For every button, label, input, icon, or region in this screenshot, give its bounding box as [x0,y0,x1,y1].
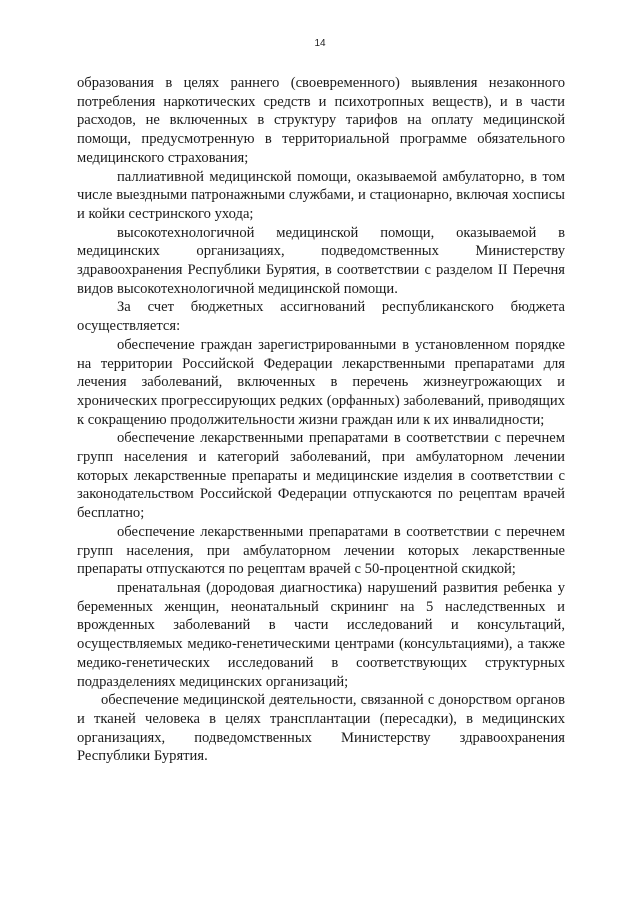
paragraph: обеспечение граждан зарегистрированными в установленном порядке на территории Российской Федерации лекарственными препаратами для лечения заболеваний, включенных в перечень жизнеугрожающих и хронических прогрессирующих редких (орфанных) заболеваний, приводящих к сокращению продолжительности жизни граждан или к их инвалидности; [77,336,565,428]
paragraph: пренатальная (дородовая диагностика) нарушений развития ребенка у беременных женщин, неонатальный скрининг на 5 наследственных и врожденных заболеваний в части исследований и консультаций, осуществляемых медико-генетическими центрами (консультациями), а также медико-генетических исследований в соответствующих структурных подразделениях медицинских организаций; [77,579,565,690]
page-number: 14 [314,38,326,49]
document-body [77,74,565,766]
paragraph: образования в целях раннего (своевременного) выявления незаконного потребления наркотических средств и психотропных веществ), и в части расходов, не включенных в структуру тарифов на оплату медицинской помощи, предусмотренную в территориальной программе обязательного медицинского страхования; [77,75,565,166]
paragraph: обеспечение медицинской деятельности, связанной с донорством органов и тканей человека в целях трансплантации (пересадки), в медицинских организациях, подведомственных Министерству здравоохранения Республики Бурятия. [77,692,565,765]
paragraph: высокотехнологичной медицинской помощи, оказываемой в медицинских организациях, подведомственных Министерству здравоохранения Республики Бурятия, в соответствии с разделом II Перечня видов высокотехнологичной медицинской помощи. [77,224,565,297]
paragraph: За счет бюджетных ассигнований республиканского бюджета осуществляется: [77,299,565,335]
paragraph: паллиативной медицинской помощи, оказываемой амбулаторно, в том числе выездными патронажными службами, и стационарно, включая хосписы и койки сестринского ухода; [77,168,565,222]
paragraph: обеспечение лекарственными препаратами в соответствии с перечнем групп населения и категорий заболеваний, при амбулаторном лечении которых лекарственные препараты и медицинские изделия в соответствии с законодательством Российской Федерации отпускаются по рецептам врачей бесплатно; [77,430,565,522]
paragraph: обеспечение лекарственными препаратами в соответствии с перечнем групп населения, при амбулаторном лечении которых лекарственные препараты отпускаются по рецептам врачей с 50-процентной скидкой; [77,523,565,578]
